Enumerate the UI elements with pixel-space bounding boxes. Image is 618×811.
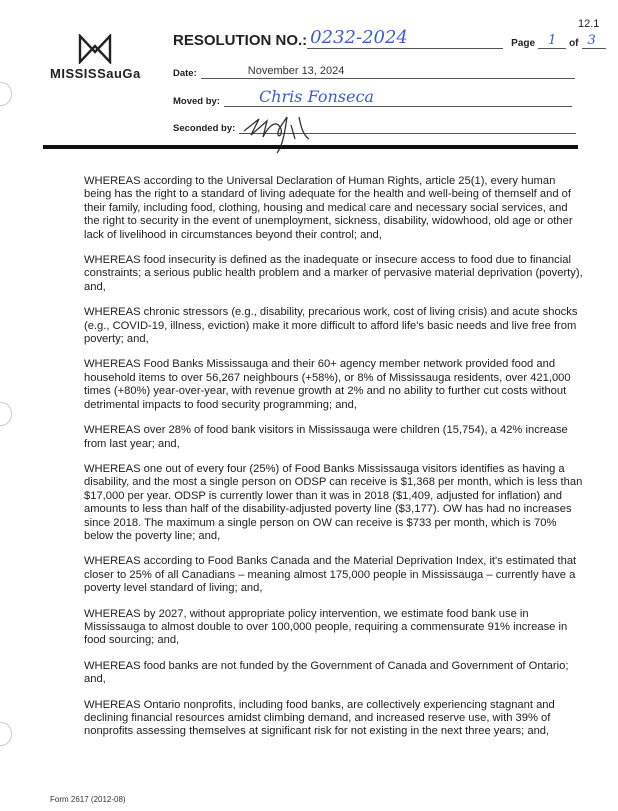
- page-total-value: 3: [587, 33, 596, 48]
- date-field: [173, 64, 575, 79]
- resolution-label: RESOLUTION NO.:: [173, 32, 308, 49]
- logo-mark-icon: [78, 34, 112, 64]
- whereas-paragraph: WHEREAS food insecurity is defined as the inadequate or insecure access to food due to financial constraints; a serious public health problem and a marker of pervasive material deprivation (poverty), and,: [84, 254, 583, 293]
- page-current-value: 1: [548, 33, 557, 48]
- whereas-paragraph: WHEREAS food banks are not funded by the Government of Canada and Government of Ontario; and,: [84, 659, 569, 686]
- punch-hole: [0, 722, 12, 746]
- whereas-paragraph: WHEREAS according to the Universal Declaration of Human Rights, article 25(1), every human being has the right to a standard of living adequate for the health and well-being of themself and of their family, including food, clothing, housing and medical care and necessary social services, and the right to security in the event of unemployment, sickness, disability, widowhood, old age or other lack of livelihood in circumstances beyond their control; and,: [84, 175, 573, 241]
- resolution-number-value: 0232-2024: [310, 27, 408, 48]
- agenda-item-number: 12.1: [578, 18, 600, 30]
- date-value: November 13, 2024: [247, 65, 345, 77]
- form-number: Form 2617 (2012-08): [50, 795, 126, 804]
- punch-hole: [0, 82, 12, 106]
- whereas-paragraph: WHEREAS according to Food Banks Canada and the Material Deprivation Index, it's estimated that closer to 25% of all Canadians – meaning almost 175,000 people in Mississauga – currently have a poverty level standard of living; and,: [84, 555, 577, 595]
- date-label: Date:: [173, 68, 197, 79]
- seconded-by-label: Seconded by:: [173, 123, 236, 134]
- header-divider: [43, 145, 578, 149]
- resolution-body: [84, 175, 584, 751]
- resolution-number-field: [173, 27, 606, 49]
- whereas-paragraph: WHEREAS by 2027, without appropriate policy intervention, we estimate food bank use in Mississauga to almost double to over 100,000 people, requiring a commensurate 91% increase in food sourcing; and,: [84, 607, 568, 647]
- punch-hole: [0, 402, 12, 426]
- whereas-paragraph: WHEREAS Ontario nonprofits, including food banks, are collectively experiencing stagnant and declining financial resources amidst climbing demand, and increased reserve use, with 39% of nonprofits assessing themselves at significant risk for not existing in the next three years; and,: [84, 698, 555, 738]
- moved-by-field: [173, 87, 572, 107]
- moved-by-signature: Chris Fonseca: [258, 87, 374, 106]
- whereas-paragraph: WHEREAS Food Banks Mississauga and their 60+ agency member network provided food and household items to over 56,267 neighbours (+58%), or 8% of Mississauga residents, over 421,000 times (+80%) year-over-year, with revenue growth at 2% and no ability to further cut costs without detrimental impacts to food security programming; and,: [84, 358, 571, 411]
- page-label: Page: [511, 38, 536, 49]
- page-of-label: of: [569, 38, 579, 49]
- logo-text: MISSISSauGa: [50, 66, 141, 81]
- whereas-paragraph: WHEREAS one out of every four (25%) of Food Banks Mississauga visitors identifies as having a disability, and the most a single person on ODSP can receive is $1,368 per month, which is less than $17,000 per year. ODSP is currently lower than it was in 2018 ($1,409, adjusted for inflation) and amounts to less than half of the disability-adjusted poverty line ($3,177). OW has had no increases since 2018. The maximum a single person on OW can receive is $733 per month, which is 70% below the poverty line; and,: [84, 462, 583, 542]
- whereas-paragraph: WHEREAS over 28% of food bank visitors in Mississauga were children (15,754), a 42% increase from last year; and,: [84, 424, 568, 450]
- whereas-paragraph: WHEREAS chronic stressors (e.g., disability, precarious work, cost of living crisis) and acute shocks (e.g., COVID-19, illness, eviction) make it more difficult to afford life's basic needs and live free from poverty; and,: [84, 306, 578, 346]
- moved-by-label: Moved by:: [173, 96, 220, 107]
- mississauga-logo: [50, 34, 140, 81]
- seconded-by-field: [173, 119, 576, 134]
